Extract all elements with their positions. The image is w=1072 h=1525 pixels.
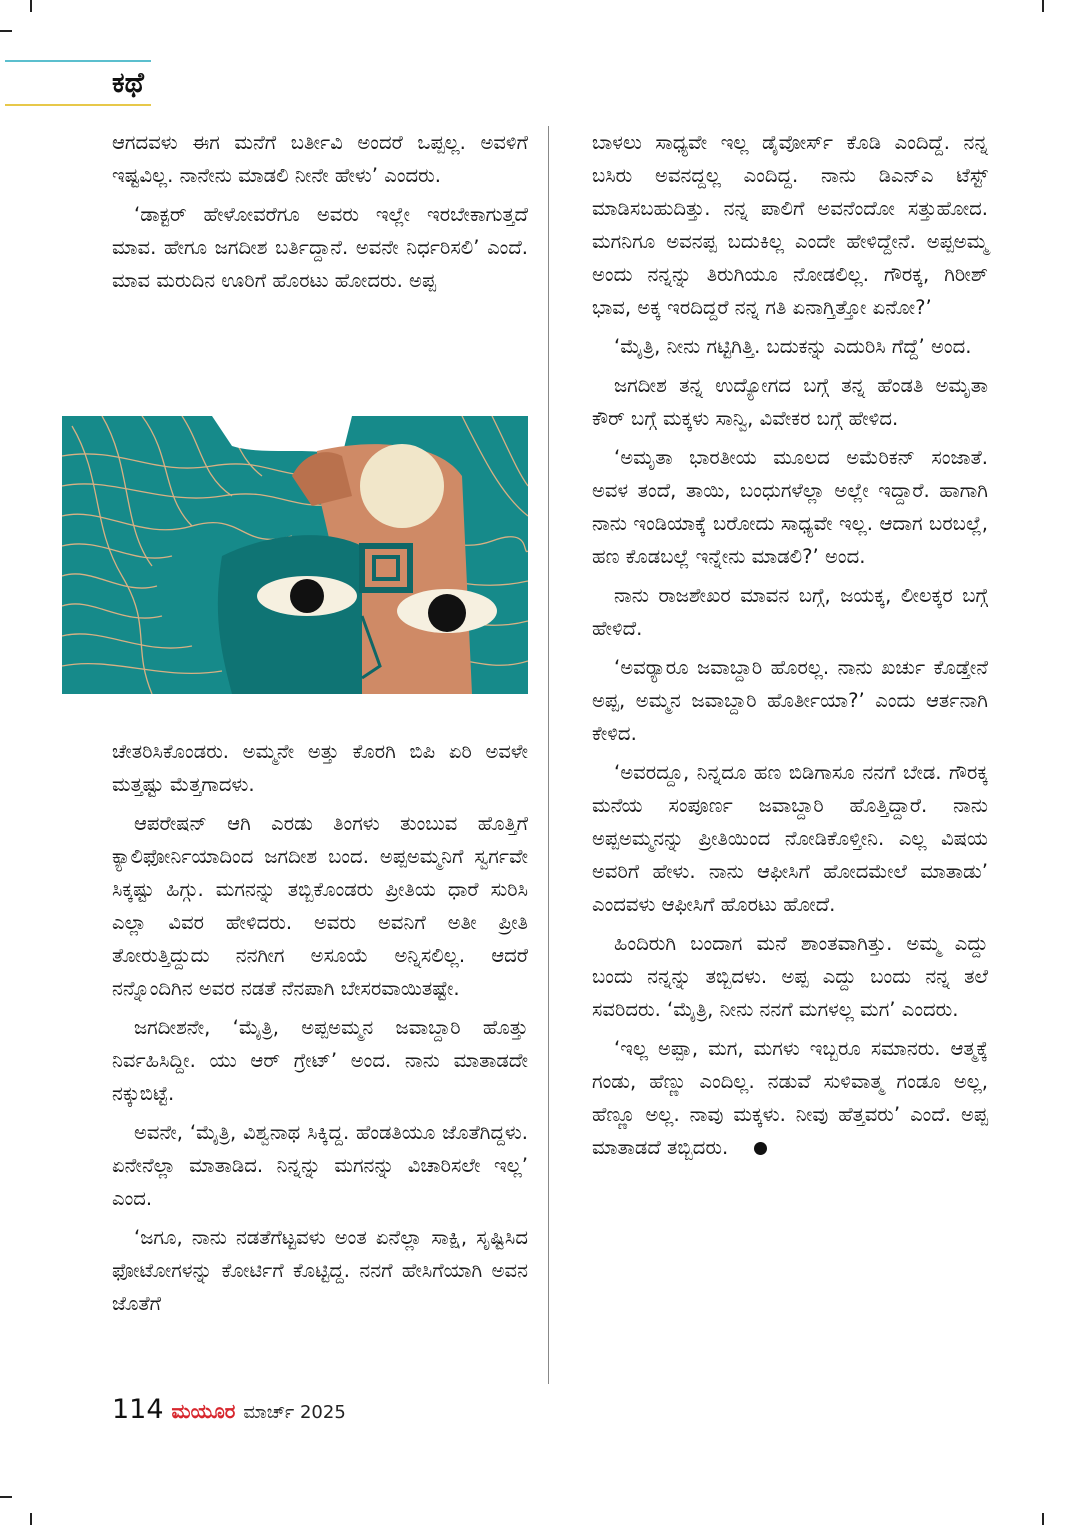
paragraph: ಬಾಳಲು ಸಾಧ್ಯವೇ ಇಲ್ಲ ಡೈವೋರ್ಸ್ ಕೊಡಿ ಎಂದಿದ್ದೆ. ನನ್ನ ಬಸಿರು ಅವನದ್ದಲ್ಲ ಎಂದಿದ್ದ. ನಾನು ಡಿಎನ್‌ಎ ಟೆಸ್ಟ್ ಮಾಡಿಸಬಹುದಿತ್ತು. ನನ್ನ ಪಾಲಿಗೆ ಅವನೆಂದೋ ಸತ್ತುಹೋದ. ಮಗನಿಗೂ ಅವನಪ್ಪ ಬದುಕಿಲ್ಲ ಎಂದೇ ಹೇಳಿದ್ದೇನೆ. ಅಪ್ಪಅಮ್ಮ ಅಂದು ನನ್ನನ್ನು ತಿರುಗಿಯೂ ನೋಡಲಿಲ್ಲ. ಗೌರಕ್ಕ, ಗಿರೀಶ್ ಭಾವ, ಅಕ್ಕ ಇರದಿದ್ದರೆ ನನ್ನ ಗತಿ ಏನಾಗ್ತಿತ್ತೋ ಏನೋ?’ — [592, 131, 988, 319]
issue-date: ಮಾರ್ಚ್ 2025 — [243, 1402, 346, 1423]
paragraph: ಚೇತರಿಸಿಕೊಂಡರು. ಅಮ್ಮನೇ ಅತ್ತು ಕೊರಗಿ ಬಿಪಿ ಏರಿ ಅವಳೇ ಮತ್ತಷ್ಟು ಮೆತ್ತಗಾದಳು. — [112, 740, 528, 796]
paragraph: ಜಗದೀಶನೇ, ‘ಮೈತ್ರಿ, ಅಪ್ಪಅಮ್ಮನ ಜವಾಬ್ದಾರಿ ಹೊತ್ತು ನಿರ್ವಹಿಸಿದ್ದೀ. ಯು ಆರ್ ಗ್ರೇಟ್’ ಅಂದ. ನಾನು ಮಾತಾಡದೇ ನಕ್ಕುಬಿಟ್ಟೆ. — [112, 1016, 528, 1105]
paragraph: ನಾನು ರಾಜಶೇಖರ ಮಾವನ ಬಗ್ಗೆ, ಜಯಕ್ಕ, ಲೀಲಕ್ಕರ ಬಗ್ಗೆ ಹೇಳಿದೆ. — [592, 584, 988, 640]
paragraph: ‘ಅವರ‍್ಯಾರೂ ಜವಾಬ್ದಾರಿ ಹೊರಲ್ಲ. ನಾನು ಖರ್ಚು ಕೊಡ್ತೇನೆ ಅಪ್ಪ, ಅಮ್ಮನ ಜವಾಬ್ದಾರಿ ಹೊರ್ತೀಯಾ?’ ಎಂದು ಆರ್ತನಾಗಿ ಕೇಳಿದ. — [592, 656, 988, 745]
crop-mark — [1042, 0, 1044, 12]
paragraph: ‘ಅಮೃತಾ ಭಾರತೀಯ ಮೂಲದ ಅಮೆರಿಕನ್ ಸಂಜಾತೆ. ಅವಳ ತಂದೆ, ತಾಯಿ, ಬಂಧುಗಳೆಲ್ಲಾ ಅಲ್ಲೇ ಇದ್ದಾರೆ. ಹಾಗಾಗಿ ನಾನು ಇಂಡಿಯಾಕ್ಕೆ ಬರೋದು ಸಾಧ್ಯವೇ ಇಲ್ಲ. ಆದಾಗ ಬರಬಲ್ಲೆ, ಹಣ ಕೊಡಬಲ್ಲೆ ಇನ್ನೇನು ಮಾಡಲಿ?’ ಅಂದ. — [592, 446, 988, 568]
paragraph: ಆಗದವಳು ಈಗ ಮನೆಗೆ ಬರ್ತೀವಿ ಅಂದರೆ ಒಪ್ಪಲ್ಲ. ಅವಳಿಗೆ ಇಷ್ಟವಿಲ್ಲ. ನಾನೇನು ಮಾಡಲಿ ನೀನೇ ಹೇಳು’ ಎಂದರು. — [112, 131, 528, 187]
text-column-left-bottom — [112, 735, 528, 1326]
section-title: ಕಥೆ — [112, 66, 144, 99]
paragraph: ‘ಅವರದ್ದೂ, ನಿನ್ನದೂ ಹಣ ಬಿಡಿಗಾಸೂ ನನಗೆ ಬೇಡ. ಗೌರಕ್ಕ ಮನೆಯ ಸಂಪೂರ್ಣ ಜವಾಬ್ದಾರಿ ಹೊತ್ತಿದ್ದಾರೆ. ನಾನು ಅಪ್ಪಅಮ್ಮನನ್ನು ಪ್ರೀತಿಯಿಂದ ನೋಡಿಕೊಳ್ತೀನಿ. ಎಲ್ಲ ವಿಷಯ ಅವರಿಗೆ ಹೇಳು. ನಾನು ಆಫೀಸಿಗೆ ಹೋದಮೇಲೆ ಮಾತಾಡು’ ಎಂದವಳು ಆಫೀಸಿಗೆ ಹೊರಟು ಹೋದೆ. — [592, 761, 988, 916]
story-illustration — [62, 416, 528, 694]
text-column-left-top — [112, 126, 528, 303]
crop-mark — [0, 30, 12, 32]
crop-mark — [0, 1496, 12, 1498]
text-column-right — [592, 126, 988, 1170]
paragraph: ಆಪರೇಷನ್ ಆಗಿ ಎರಡು ತಿಂಗಳು ತುಂಬುವ ಹೊತ್ತಿಗೆ ಕ್ಯಾಲಿಫೋರ್ನಿಯಾದಿಂದ ಜಗದೀಶ ಬಂದ. ಅಪ್ಪಅಮ್ಮನಿಗೆ ಸ್ವರ್ಗವೇ ಸಿಕ್ಕಷ್ಟು ಹಿಗ್ಗು. ಮಗನನ್ನು ತಬ್ಬಿಕೊಂಡರು ಪ್ರೀತಿಯ ಧಾರೆ ಸುರಿಸಿ ಎಲ್ಲಾ ವಿವರ ಹೇಳಿದರು. ಅವರು ಅವನಿಗೆ ಅತೀ ಪ್ರೀತಿ ತೋರುತ್ತಿದ್ದುದು ನನಗೀಗ ಅಸೂಯೆ ಅನ್ನಿಸಲಿಲ್ಲ. ಆದರೆ ನನ್ನೊಂದಿಗಿನ ಅವರ ನಡತೆ ನೆನಪಾಗಿ ಬೇಸರವಾಯಿತಷ್ಟೇ. — [112, 812, 528, 1000]
crop-mark — [30, 0, 32, 12]
page-number: 114 — [112, 1394, 164, 1425]
magazine-logo: ಮಯೂರ — [171, 1399, 236, 1423]
paragraph: ‘ಡಾಕ್ಟರ್ ಹೇಳೋವರೆಗೂ ಅವರು ಇಲ್ಲೇ ಇರಬೇಕಾಗುತ್ತದೆ ಮಾವ. ಹೇಗೂ ಜಗದೀಶ ಬರ್ತಿದ್ದಾನೆ. ಅವನೇ ನಿರ್ಧರಿಸಲಿ’ ಎಂದೆ. ಮಾವ ಮರುದಿನ ಊರಿಗೆ ಹೊರಟು ಹೋದರು. ಅಪ್ಪ — [112, 203, 528, 292]
paragraph: ಜಗದೀಶ ತನ್ನ ಉದ್ಯೋಗದ ಬಗ್ಗೆ ತನ್ನ ಹೆಂಡತಿ ಅಮೃತಾ ಕೌರ್ ಬಗ್ಗೆ ಮಕ್ಕಳು ಸಾನ್ವಿ, ವಿವೇಕರ ಬಗ್ಗೆ ಹೇಳಿದ. — [592, 374, 988, 430]
end-mark-icon — [754, 1142, 767, 1155]
header-rule-top — [5, 60, 151, 62]
paragraph: ಅವನೇ, ‘ಮೈತ್ರಿ, ವಿಶ್ವನಾಥ ಸಿಕ್ಕಿದ್ದ. ಹೆಂಡತಿಯೂ ಜೊತೆಗಿದ್ದಳು. ಏನೇನೆಲ್ಲಾ ಮಾತಾಡಿದ. ನಿನ್ನನ್ನು ಮಗನನ್ನು ವಿಚಾರಿಸಲೇ ಇಲ್ಲ’ ಎಂದ. — [112, 1121, 528, 1210]
paragraph: ಹಿಂದಿರುಗಿ ಬಂದಾಗ ಮನೆ ಶಾಂತವಾಗಿತ್ತು. ಅಮ್ಮ ಎದ್ದು ಬಂದು ನನ್ನನ್ನು ತಬ್ಬಿದಳು. ಅಪ್ಪ ಎದ್ದು ಬಂದು ನನ್ನ ತಲೆ ಸವರಿದರು. ‘ಮೈತ್ರಿ, ನೀನು ನನಗೆ ಮಗಳಲ್ಲ ಮಗ’ ಎಂದರು. — [592, 932, 988, 1021]
header-rule-bottom — [5, 104, 151, 106]
paragraph-text: ‘ಇಲ್ಲ ಅಪ್ಪಾ, ಮಗ, ಮಗಳು ಇಬ್ಬರೂ ಸಮಾನರು. ಆತ್ಮಕ್ಕೆ ಗಂಡು, ಹೆಣ್ಣು ಎಂದಿಲ್ಲ. ನಡುವೆ ಸುಳಿವಾತ್ಮ ಗಂಡೂ ಅಲ್ಲ, ಹೆಣ್ಣೂ ಅಲ್ಲ. ನಾವು ಮಕ್ಕಳು. ನೀವು ಹೆತ್ತವರು’ ಎಂದೆ. ಅಪ್ಪ ಮಾತಾಡದೆ ತಬ್ಬಿದರು. — [592, 1037, 988, 1159]
page-footer — [112, 1394, 346, 1434]
column-divider — [548, 126, 549, 1384]
paragraph: ‘ಜಗೂ, ನಾನು ನಡತೆಗೆಟ್ಟವಳು ಅಂತ ಏನೆಲ್ಲಾ ಸಾಕ್ಷಿ, ಸೃಷ್ಟಿಸಿದ ಫೋಟೋಗಳನ್ನು ಕೋರ್ಟಿಗೆ ಕೊಟ್ಟಿದ್ದ. ನನಗೆ ಹೇಸಿಗೆಯಾಗಿ ಅವನ ಜೊತೆಗೆ — [112, 1226, 528, 1315]
paragraph: ‘ಮೈತ್ರಿ, ನೀನು ಗಟ್ಟಿಗಿತ್ತಿ. ಬದುಕನ್ನು ಎದುರಿಸಿ ಗೆದ್ದೆ’ ಅಂದ. — [614, 335, 972, 358]
crop-mark — [1042, 1513, 1044, 1525]
paragraph-last — [592, 1032, 988, 1164]
crop-mark — [30, 1513, 32, 1525]
